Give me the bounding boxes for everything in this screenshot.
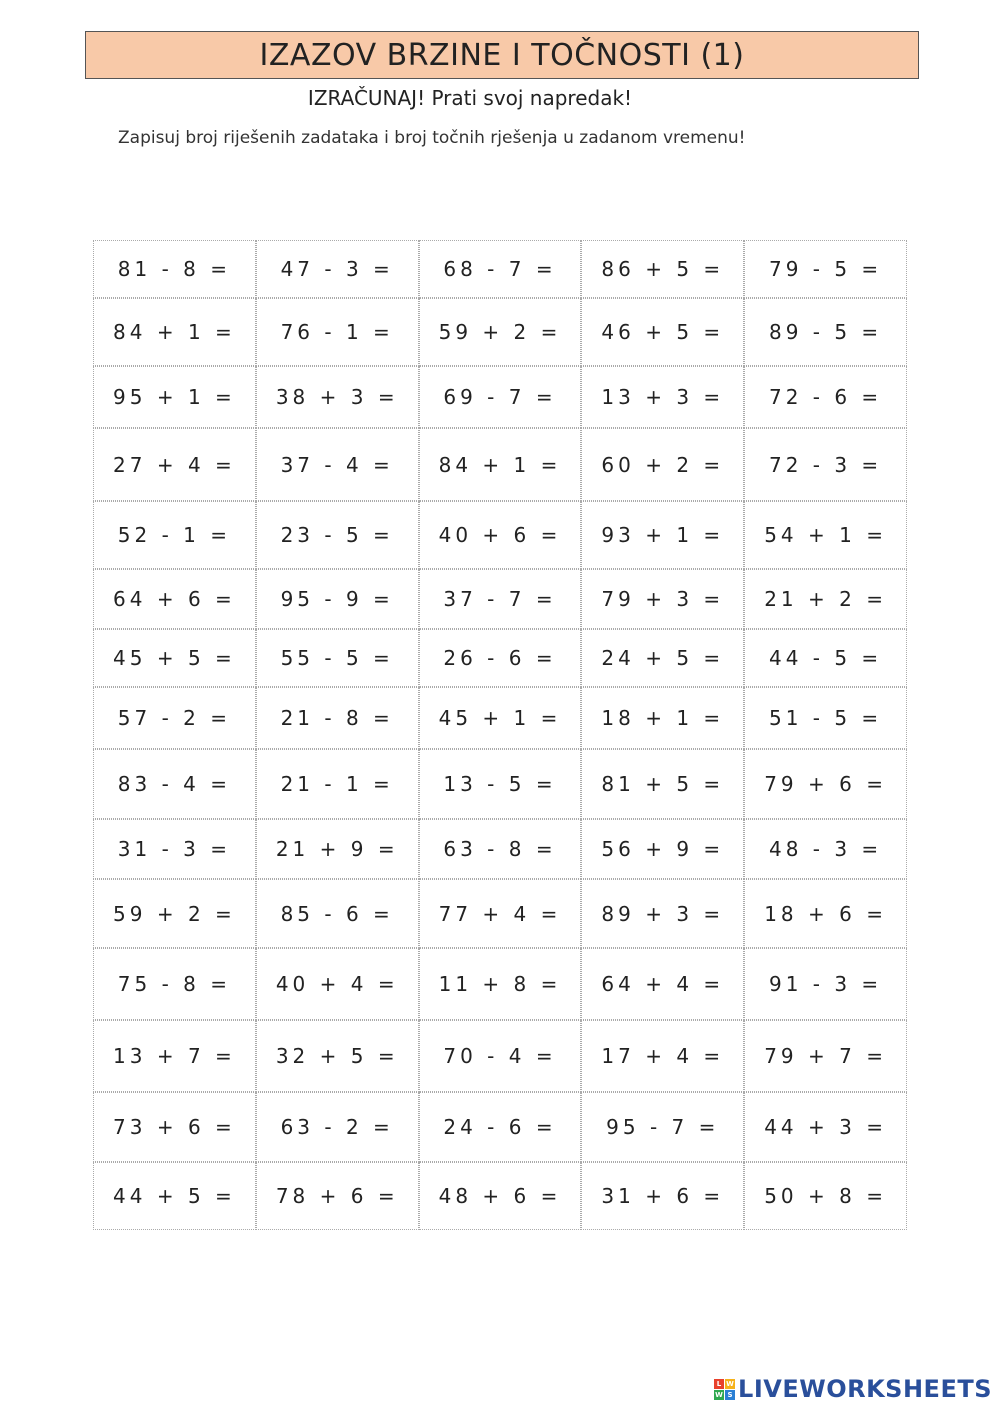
problem-cell[interactable]: 40 + 6 =: [419, 501, 582, 569]
worksheet-subtitle: [0, 86, 1000, 110]
logo-tile: W: [715, 1390, 723, 1399]
problem-cell[interactable]: 44 - 5 =: [744, 629, 907, 687]
problem-cell[interactable]: 52 - 1 =: [93, 501, 256, 569]
problem-cell[interactable]: 59 + 2 =: [93, 879, 256, 948]
problem-cell[interactable]: 13 - 5 =: [419, 749, 582, 819]
problem-cell[interactable]: 77 + 4 =: [419, 879, 582, 948]
problem-cell[interactable]: 37 - 4 =: [256, 428, 419, 501]
problem-cell[interactable]: 48 - 3 =: [744, 819, 907, 879]
problem-cell[interactable]: 55 - 5 =: [256, 629, 419, 687]
problem-cell[interactable]: 95 + 1 =: [93, 366, 256, 428]
problem-cell[interactable]: 86 + 5 =: [581, 240, 744, 298]
problem-cell[interactable]: 18 + 1 =: [581, 687, 744, 749]
problem-cell[interactable]: 23 - 5 =: [256, 501, 419, 569]
problem-row: [93, 687, 907, 749]
problem-cell[interactable]: 32 + 5 =: [256, 1020, 419, 1092]
logo-tile: W: [726, 1379, 734, 1388]
problem-cell[interactable]: 40 + 4 =: [256, 948, 419, 1020]
problem-cell[interactable]: 64 + 6 =: [93, 569, 256, 629]
subtitle-text: IZRAČUNAJ! Prati svoj napredak!: [307, 86, 633, 110]
problem-cell[interactable]: 24 - 6 =: [419, 1092, 582, 1162]
problem-cell[interactable]: 79 - 5 =: [744, 240, 907, 298]
problem-cell[interactable]: 85 - 6 =: [256, 879, 419, 948]
problem-cell[interactable]: 84 + 1 =: [419, 428, 582, 501]
problem-cell[interactable]: 21 + 9 =: [256, 819, 419, 879]
problem-cell[interactable]: 56 + 9 =: [581, 819, 744, 879]
problem-cell[interactable]: 78 + 6 =: [256, 1162, 419, 1230]
problem-cell[interactable]: 69 - 7 =: [419, 366, 582, 428]
problem-cell[interactable]: 31 + 6 =: [581, 1162, 744, 1230]
problem-row: [93, 948, 907, 1020]
problem-row: [93, 501, 907, 569]
problem-cell[interactable]: 79 + 6 =: [744, 749, 907, 819]
problem-cell[interactable]: 59 + 2 =: [419, 298, 582, 366]
problem-cell[interactable]: 54 + 1 =: [744, 501, 907, 569]
problem-cell[interactable]: 13 + 7 =: [93, 1020, 256, 1092]
liveworksheets-logo-icon: [714, 1379, 735, 1400]
problem-cell[interactable]: 63 - 2 =: [256, 1092, 419, 1162]
problem-cell[interactable]: 95 - 7 =: [581, 1092, 744, 1162]
problem-cell[interactable]: 13 + 3 =: [581, 366, 744, 428]
problem-cell[interactable]: 84 + 1 =: [93, 298, 256, 366]
logo-tile: L: [714, 1379, 724, 1389]
problem-cell[interactable]: 24 + 5 =: [581, 629, 744, 687]
logo-tile: S: [725, 1390, 735, 1400]
problem-cell[interactable]: 11 + 8 =: [419, 948, 582, 1020]
problem-row: [93, 240, 907, 298]
problem-cell[interactable]: 79 + 3 =: [581, 569, 744, 629]
problem-cell[interactable]: 89 - 5 =: [744, 298, 907, 366]
problem-cell[interactable]: 89 + 3 =: [581, 879, 744, 948]
problem-cell[interactable]: 81 + 5 =: [581, 749, 744, 819]
problem-row: [93, 366, 907, 428]
problem-row: [93, 749, 907, 819]
problem-cell[interactable]: 45 + 5 =: [93, 629, 256, 687]
problem-cell[interactable]: 45 + 1 =: [419, 687, 582, 749]
problem-cell[interactable]: 81 - 8 =: [93, 240, 256, 298]
problem-cell[interactable]: 21 + 2 =: [744, 569, 907, 629]
problem-row: [93, 298, 907, 366]
problem-row: [93, 879, 907, 948]
problem-cell[interactable]: 72 - 3 =: [744, 428, 907, 501]
problem-cell[interactable]: 44 + 3 =: [744, 1092, 907, 1162]
problem-cell[interactable]: 50 + 8 =: [744, 1162, 907, 1230]
problem-row: [93, 629, 907, 687]
problem-cell[interactable]: 60 + 2 =: [581, 428, 744, 501]
problem-cell[interactable]: 44 + 5 =: [93, 1162, 256, 1230]
problem-cell[interactable]: 38 + 3 =: [256, 366, 419, 428]
problem-row: [93, 1162, 907, 1230]
problem-cell[interactable]: 46 + 5 =: [581, 298, 744, 366]
problem-cell[interactable]: 27 + 4 =: [93, 428, 256, 501]
problem-cell[interactable]: 48 + 6 =: [419, 1162, 582, 1230]
problem-cell[interactable]: 70 - 4 =: [419, 1020, 582, 1092]
problem-cell[interactable]: 72 - 6 =: [744, 366, 907, 428]
problem-cell[interactable]: 75 - 8 =: [93, 948, 256, 1020]
problem-cell[interactable]: 64 + 4 =: [581, 948, 744, 1020]
worksheet-title: IZAZOV BRZINE I TOČNOSTI (1): [85, 31, 919, 79]
problem-cell[interactable]: 51 - 5 =: [744, 687, 907, 749]
problem-cell[interactable]: 76 - 1 =: [256, 298, 419, 366]
problem-grid: [93, 240, 907, 1230]
problem-cell[interactable]: 63 - 8 =: [419, 819, 582, 879]
problem-cell[interactable]: 68 - 7 =: [419, 240, 582, 298]
problem-cell[interactable]: 21 - 8 =: [256, 687, 419, 749]
problem-cell[interactable]: 37 - 7 =: [419, 569, 582, 629]
problem-cell[interactable]: 91 - 3 =: [744, 948, 907, 1020]
problem-cell[interactable]: 57 - 2 =: [93, 687, 256, 749]
problem-row: [93, 819, 907, 879]
problem-row: [93, 1020, 907, 1092]
problem-cell[interactable]: 21 - 1 =: [256, 749, 419, 819]
problem-cell[interactable]: 26 - 6 =: [419, 629, 582, 687]
problem-cell[interactable]: 31 - 3 =: [93, 819, 256, 879]
problem-cell[interactable]: 79 + 7 =: [744, 1020, 907, 1092]
liveworksheets-brand[interactable]: [714, 1375, 992, 1403]
problem-cell[interactable]: 18 + 6 =: [744, 879, 907, 948]
worksheet-instruction: Zapisuj broj riješenih zadataka i broj točnih rješenja u zadanom vremenu!: [118, 128, 746, 148]
problem-cell[interactable]: 93 + 1 =: [581, 501, 744, 569]
problem-cell[interactable]: 73 + 6 =: [93, 1092, 256, 1162]
problem-row: [93, 428, 907, 501]
problem-cell[interactable]: 17 + 4 =: [581, 1020, 744, 1092]
problem-row: [93, 569, 907, 629]
brand-text: LIVEWORKSHEETS: [738, 1375, 992, 1403]
problem-cell[interactable]: 83 - 4 =: [93, 749, 256, 819]
problem-cell[interactable]: 47 - 3 =: [256, 240, 419, 298]
problem-row: [93, 1092, 907, 1162]
problem-cell[interactable]: 95 - 9 =: [256, 569, 419, 629]
